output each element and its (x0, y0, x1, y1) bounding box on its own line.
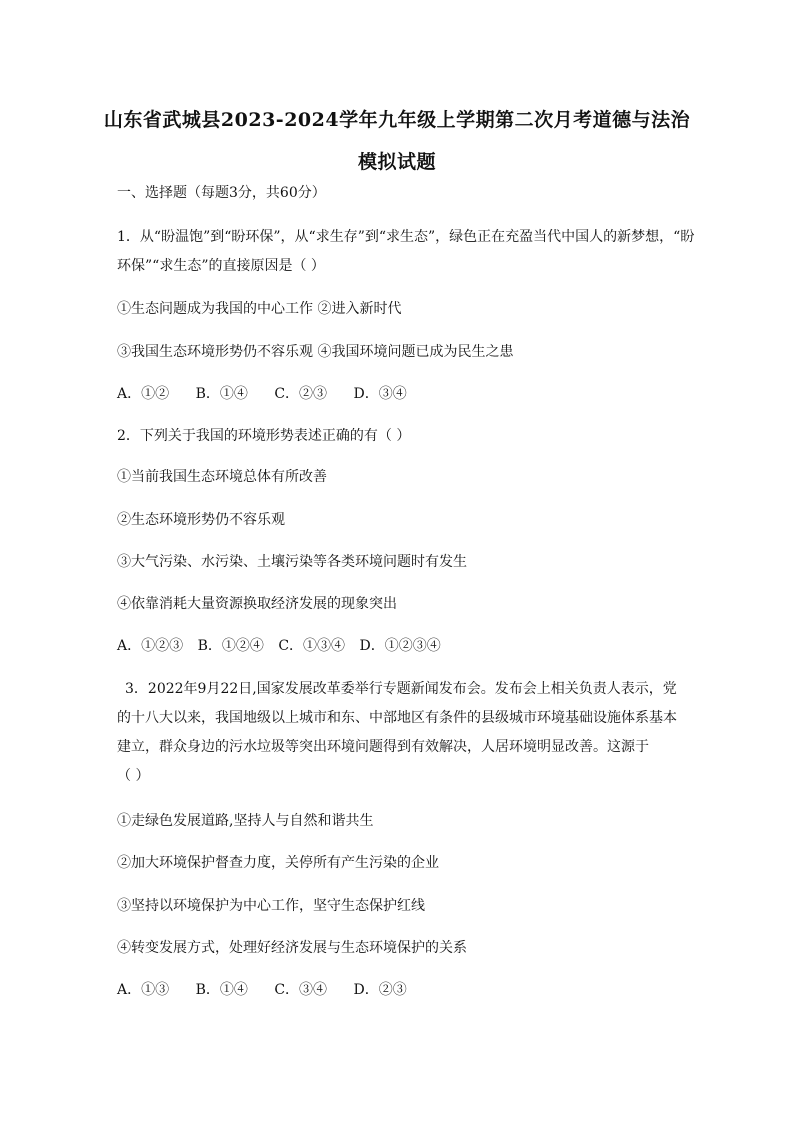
question-3-statement: ③坚持以环境保护为中心工作，坚守生态保护红线 (117, 898, 425, 914)
question-1-statement: ①生态问题成为我国的中心工作 ②进入新时代 (117, 301, 402, 317)
question-2-statement: ③大气污染、水污染、土壤污染等各类环境问题时有发生 (117, 554, 467, 570)
section-heading: 一、选择题（每题3分，共60分） (117, 185, 326, 201)
option-d: D．③④ (353, 386, 407, 402)
option-d: D．②③ (353, 982, 407, 998)
question-3-statement: ①走绿色发展道路,坚持人与自然和谐共生 (117, 813, 374, 829)
question-3-statement: ②加大环境保护督查力度，关停所有产生污染的企业 (117, 855, 439, 871)
question-3-stem-line-4: （ ） (117, 768, 150, 784)
option-a: A．①② (117, 386, 170, 402)
option-c: C．②③ (274, 386, 328, 402)
question-2-statement: ④依靠消耗大量资源换取经济发展的现象突出 (117, 596, 397, 612)
option-b: B．①④ (195, 982, 248, 998)
question-2-options (117, 636, 441, 656)
question-3-stem-line-3: 建立，群众身边的污水垃圾等突出环境问题得到有效解决，人居环境明显改善。这源于 (117, 739, 649, 755)
question-2-statement: ②生态环境形势仍不容乐观 (117, 512, 285, 528)
option-c: C．①③④ (278, 638, 346, 654)
question-3-statement: ④转变发展方式，处理好经济发展与生态环境保护的关系 (117, 940, 467, 956)
option-d: D．①②③④ (359, 638, 441, 654)
option-a: A．①②③ (117, 638, 184, 654)
question-1-statement: ③我国生态环境形势仍不容乐观 ④我国环境问题已成为民生之患 (117, 344, 514, 360)
question-2-statement: ①当前我国生态环境总体有所改善 (117, 469, 327, 485)
option-c: C．③④ (274, 982, 328, 998)
question-1-stem-line-2: 环保”“求生态”的直接原因是（ ） (117, 258, 325, 274)
option-b: B．①②④ (197, 638, 264, 654)
exam-title-line-1: 山东省武城县2023-2024学年九年级上学期第二次月考道德与法治 (103, 109, 691, 131)
question-3-stem-line-2: 的十八大以来，我国地级以上城市和东、中部地区有条件的县级城市环境基础设施体系基本 (117, 710, 677, 726)
option-a: A．①③ (117, 982, 170, 998)
question-1-stem-line-1: 1．从“盼温饱”到“盼环保”，从“求生存”到“求生态”，绿色正在充盈当代中国人的新梦想，“盼 (117, 229, 695, 245)
question-3-stem-line-1: 3．2022年9月22日,国家发展改革委举行专题新闻发布会。发布会上相关负责人表示，党 (125, 681, 677, 697)
question-1-options (117, 384, 407, 404)
question-3-options (117, 980, 407, 1000)
option-b: B．①④ (195, 386, 248, 402)
exam-title-line-2: 模拟试题 (357, 151, 436, 173)
question-2-stem-line-1: 2．下列关于我国的环境形势表述正确的有（ ） (117, 428, 411, 444)
